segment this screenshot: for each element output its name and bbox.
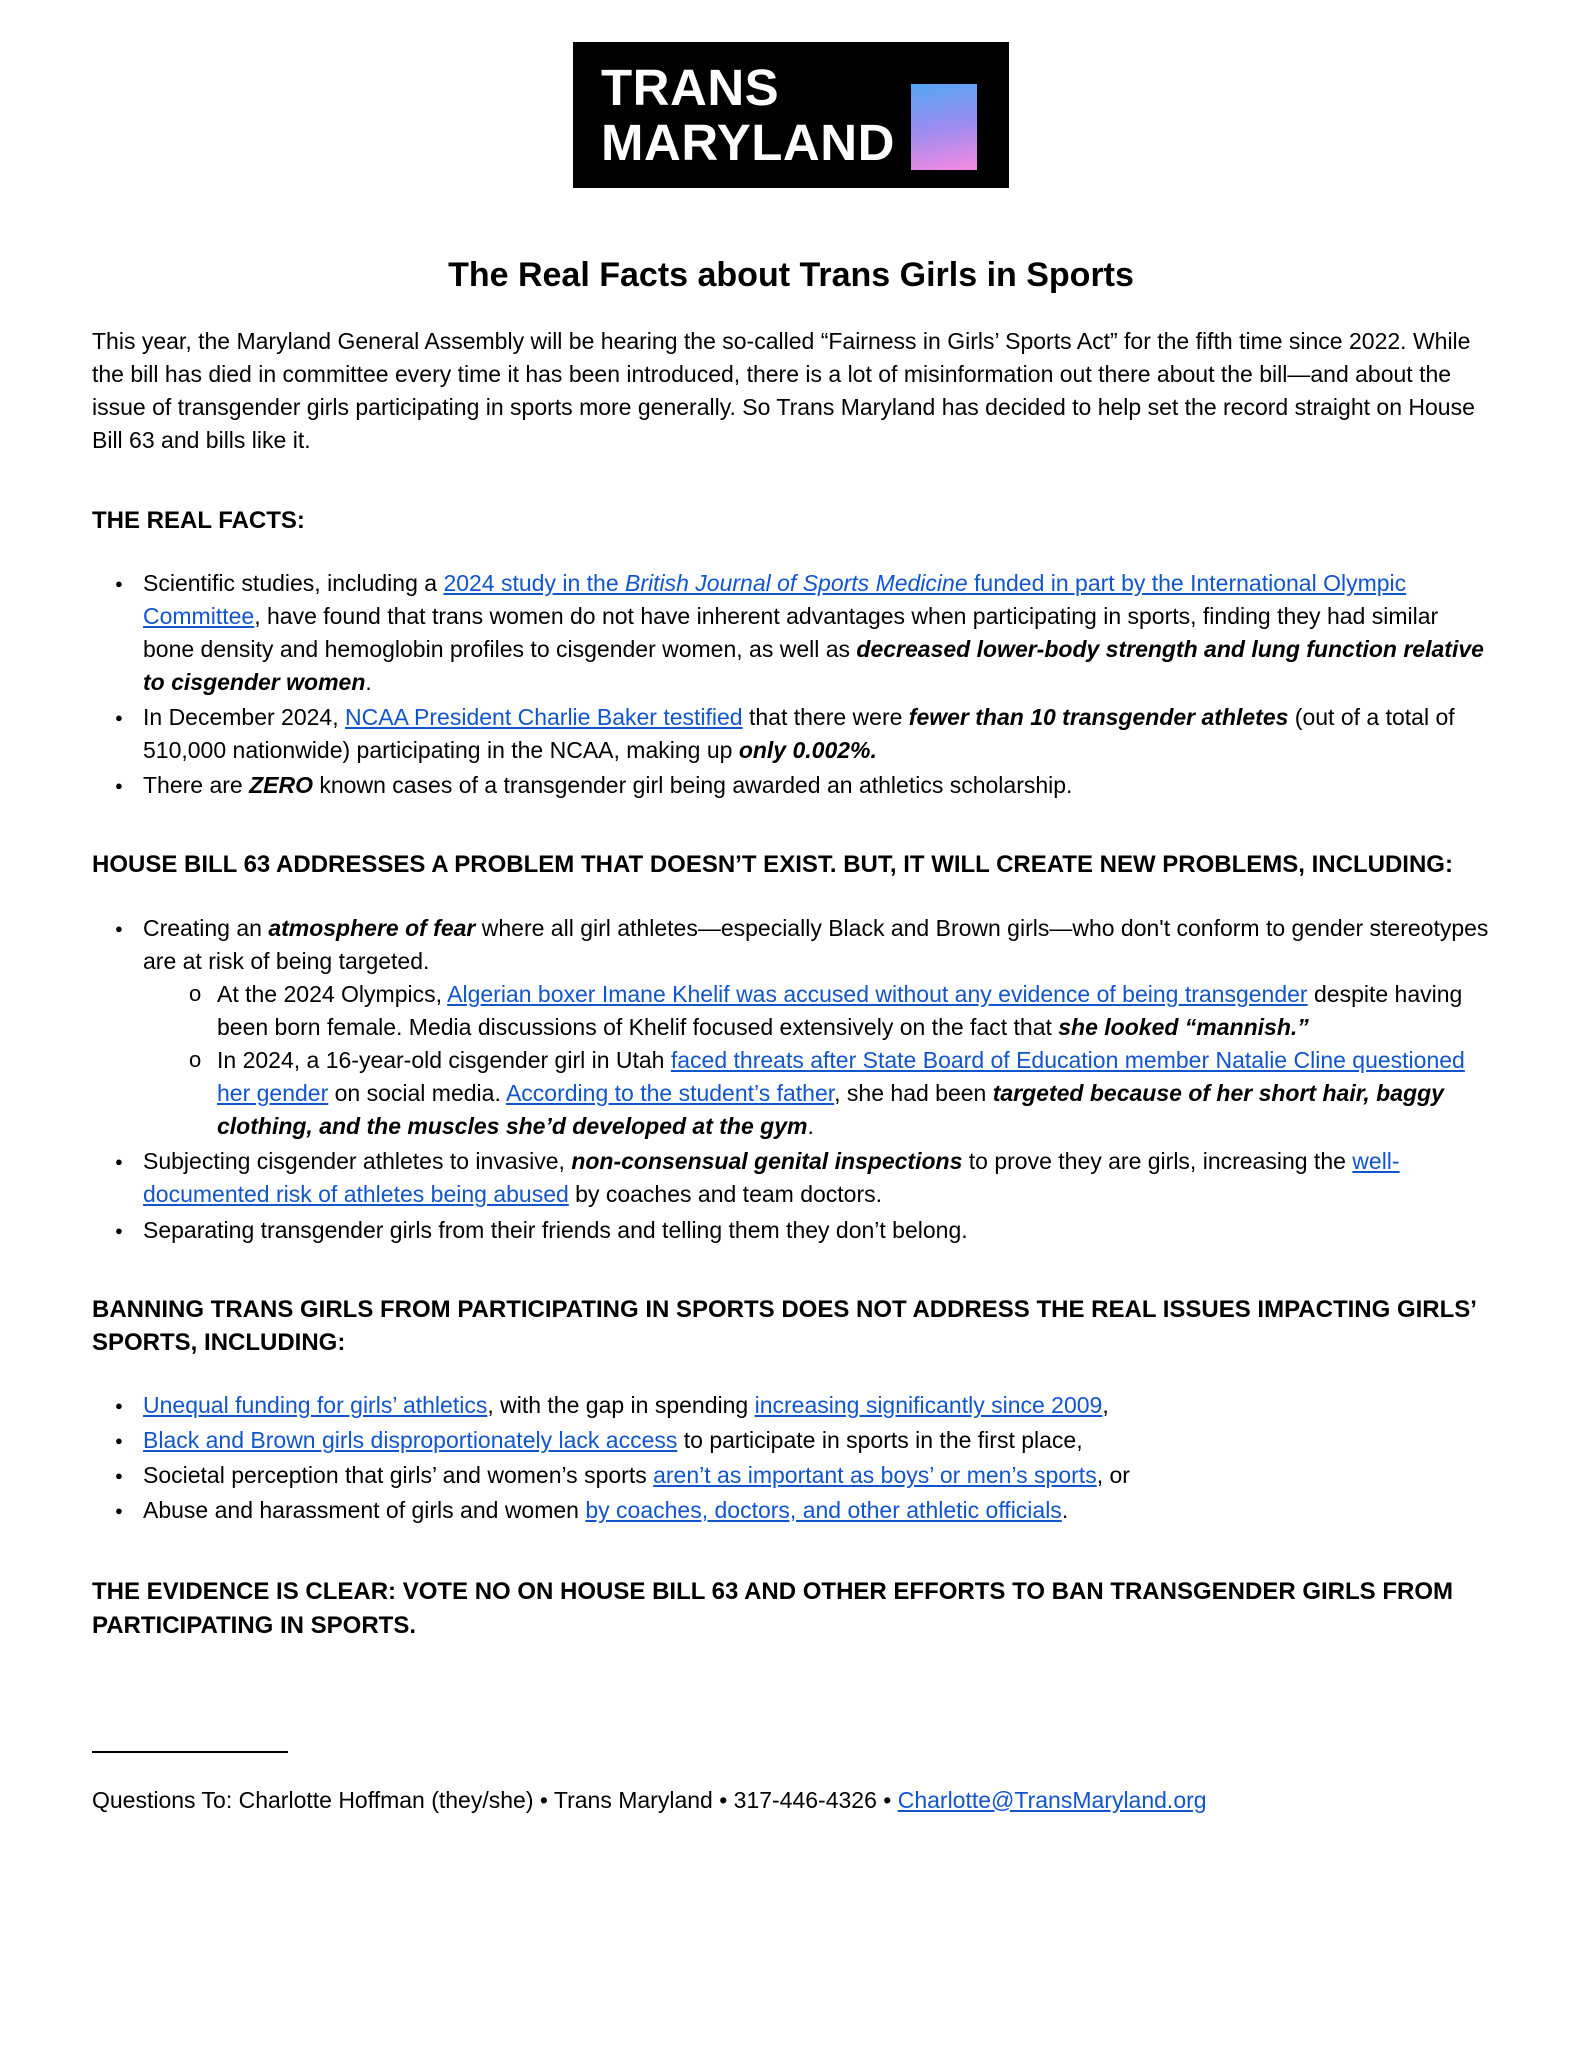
body-text: . <box>365 669 372 696</box>
inline-link[interactable]: well-documented risk of athletes being abused <box>143 1148 1400 1208</box>
inline-link[interactable]: NCAA President Charlie Baker testified <box>345 704 743 731</box>
sections-container <box>92 504 1490 1528</box>
body-text: Creating an <box>143 914 269 941</box>
closing-heading: THE EVIDENCE IS CLEAR: VOTE NO ON HOUSE BILL 63 AND OTHER EFFORTS TO BAN TRANSGENDER GIRLS FROM PARTICIPATING IN SPORTS. <box>92 1578 1453 1639</box>
body-text: . <box>1061 1497 1069 1524</box>
body-text: This year, the Maryland General Assembly will be hearing the so-called “Fairness in Girls’ Sports Act” for the fifth time since 2022. While the bill has died in committee every time it has been introduced, there is a lot of misinformation out there about the bill—and about the issue of transgender girls participating in sports more generally. So Trans Maryland has decided to help set the record straight on House Bill 63 and bills like it. <box>92 328 1475 454</box>
inline-link[interactable]: faced threats after State Board of Education member Natalie Cline questioned her gender <box>217 1047 1465 1107</box>
body-text: , she had been <box>834 1080 993 1107</box>
sub-bullet-item <box>187 978 1490 1044</box>
emphasis-text: decreased lower-body strength and lung function relative to cisgender women <box>143 635 1484 696</box>
inline-link[interactable]: Algerian boxer Imane Khelif was accused without any evidence of being transgender <box>447 980 1308 1007</box>
body-text: known cases of a transgender girl being awarded an athletics scholarship. <box>313 772 1073 799</box>
body-text: by coaches and team doctors. <box>568 1181 883 1208</box>
body-text: Abuse and harassment of girls and women <box>143 1497 586 1524</box>
logo-line-trans: TRANS <box>601 59 780 116</box>
bullet-item <box>115 912 1490 1144</box>
inline-link[interactable]: 2024 study in the <box>443 569 626 596</box>
body-text: to participate in sports in the first place, <box>677 1427 1083 1453</box>
body-text: , with the gap in spending <box>487 1391 755 1418</box>
inline-link[interactable]: According to the student’s father <box>505 1080 835 1107</box>
trans-maryland-logo <box>573 42 1009 188</box>
inline-link[interactable]: funded in part by the International Olympic Committee <box>143 569 1407 629</box>
body-text: In 2024, a 16-year-old cisgender girl in Utah <box>217 1047 671 1074</box>
body-text: . <box>807 1113 814 1140</box>
emphasis-text: only 0.002%. <box>738 737 877 764</box>
inline-link[interactable]: aren’t as important as boys’ or men’s sports <box>653 1462 1097 1489</box>
body-text: , <box>1102 1391 1109 1418</box>
bullet-item <box>115 1389 1490 1422</box>
body-text: despite having been born female. Media discussions of Khelif focused extensively on the fact that <box>217 980 1463 1040</box>
body-text: where all girl athletes—especially Black and Brown girls—who don't conform to gender stereotypes are at risk of being targeted. <box>143 914 1489 974</box>
inline-link[interactable]: by coaches, doctors, and other athletic officials <box>585 1497 1062 1524</box>
bullet-item <box>115 1459 1490 1492</box>
logo-gradient-block <box>911 84 977 170</box>
body-text: that there were <box>742 704 909 731</box>
body-text: Separating transgender girls from their friends and telling them they don’t belong. <box>143 1216 968 1243</box>
bullet-item <box>115 1145 1490 1211</box>
bullet-list <box>92 567 1490 803</box>
footnote-divider <box>92 1751 288 1753</box>
emphasis-text: non-consensual genital inspections <box>571 1148 963 1175</box>
bullet-item <box>115 1424 1490 1457</box>
emphasis-text: fewer than 10 transgender athletes <box>908 704 1289 731</box>
body-text: In December 2024, <box>143 704 346 731</box>
body-text: At the 2024 Olympics, <box>217 980 448 1007</box>
inline-link[interactable]: Charlotte@TransMaryland.org <box>897 1786 1207 1813</box>
emphasis-text: targeted because of her short hair, baggy clothing, and the muscles she’d developed at the gym <box>217 1080 1444 1140</box>
page-title: The Real Facts about Trans Girls in Sports <box>448 256 1134 295</box>
logo-line-maryland: MARYLAND <box>601 114 895 172</box>
section-heading: BANNING TRANS GIRLS FROM PARTICIPATING IN SPORTS DOES NOT ADDRESS THE REAL ISSUES IMPACTING GIRLS’ SPORTS, INCLUDING: <box>92 1295 1476 1356</box>
bullet-item <box>115 567 1490 699</box>
body-text: Scientific studies, including a <box>143 569 444 596</box>
body-text: Questions To: Charlotte Hoffman (they/she) • Trans Maryland • 317-446-4326 • <box>92 1786 898 1813</box>
bullet-list <box>92 1389 1490 1527</box>
section-heading: THE REAL FACTS: <box>92 506 305 534</box>
body-text: Societal perception that girls’ and women’s sports <box>143 1462 654 1489</box>
body-text: There are <box>143 772 250 799</box>
emphasis-text: she looked “mannish.” <box>1058 1013 1309 1040</box>
section-heading: HOUSE BILL 63 ADDRESSES A PROBLEM THAT DOESN’T EXIST. BUT, IT WILL CREATE NEW PROBLEMS, INCLUDING: <box>92 851 1453 879</box>
body-text: (out of a total of 510,000 nationwide) participating in the NCAA, making up <box>143 704 1455 764</box>
bullet-list <box>92 912 1490 1247</box>
body-text: , or <box>1096 1462 1130 1489</box>
body-text: on social media. <box>328 1080 506 1107</box>
sub-bullet-item <box>187 1044 1490 1143</box>
bullet-item <box>115 701 1490 767</box>
bullet-item <box>115 1494 1490 1527</box>
emphasis-text: atmosphere of fear <box>268 914 476 941</box>
inline-link[interactable]: Unequal funding for girls’ athletics <box>143 1391 488 1418</box>
footer-contact <box>92 1787 1490 1814</box>
inline-link[interactable]: increasing significantly since 2009 <box>754 1391 1103 1418</box>
inline-link[interactable]: Black and Brown girls disproportionately lack access <box>143 1427 678 1453</box>
body-text: to prove they are girls, increasing the <box>962 1148 1353 1175</box>
logo-wordmark <box>601 60 895 170</box>
inline-link[interactable]: British Journal of Sports Medicine <box>625 569 968 596</box>
bullet-item <box>115 769 1490 802</box>
emphasis-text: ZERO <box>249 772 313 799</box>
intro-paragraph <box>92 325 1490 457</box>
body-text: Subjecting cisgender athletes to invasive, <box>143 1148 572 1175</box>
bullet-item <box>115 1214 1490 1247</box>
body-text: , have found that trans women do not have inherent advantages when participating in sports, finding they had similar bone density and hemoglobin profiles to cisgender women, as well as <box>143 602 1439 662</box>
sub-bullet-list <box>143 978 1490 1144</box>
